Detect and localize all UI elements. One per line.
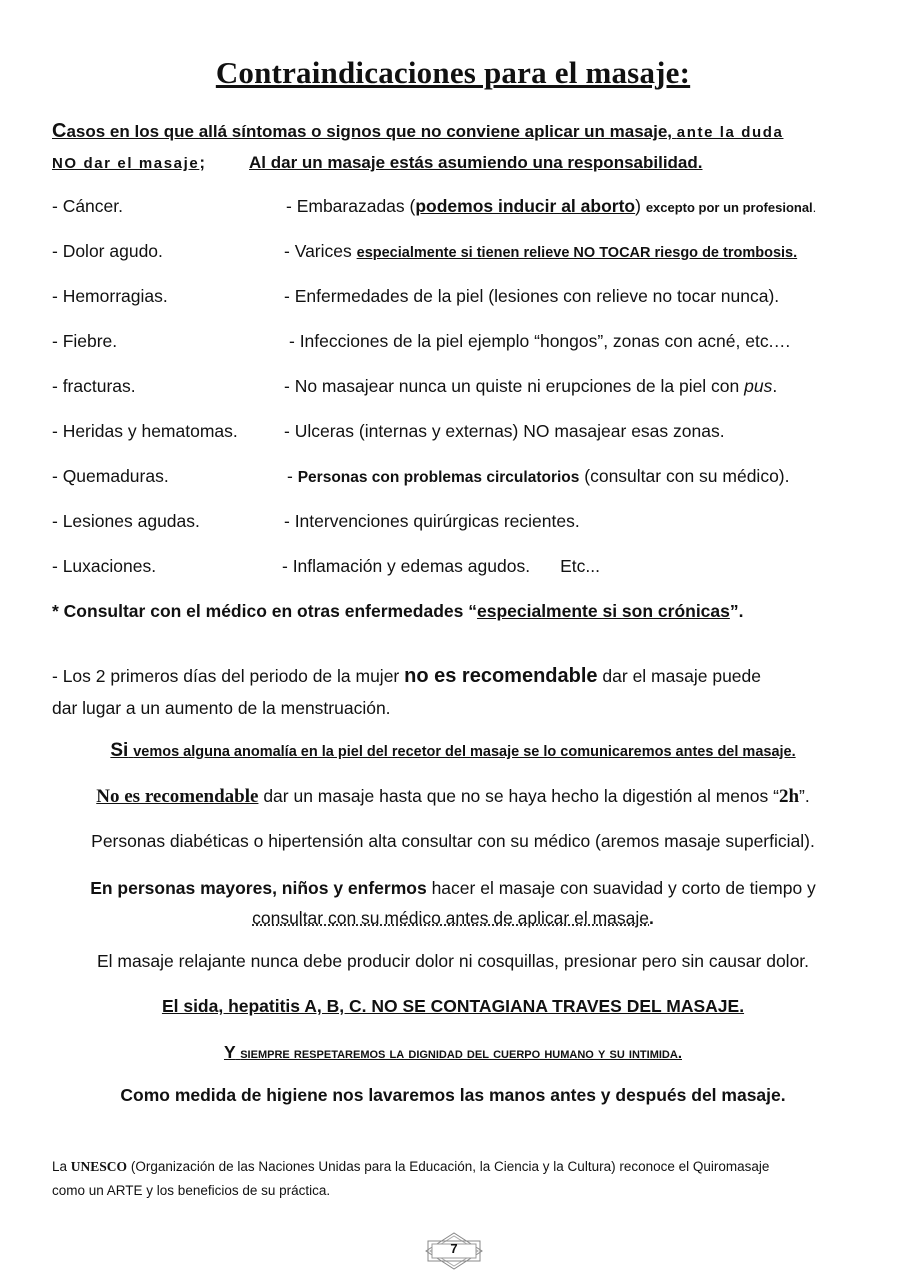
intro-responsibility: Al dar un masaje estás asumiendo una responsabilidad.: [249, 153, 703, 172]
dignity-text: siempre respetaremos la dignidad del cuerpo humano y su intimida.: [240, 1045, 682, 1062]
intro-paragraph: [52, 116, 862, 179]
contra-right-note: (consultar con su médico).: [584, 466, 790, 486]
contra-right-etc: Etc...: [560, 556, 600, 576]
footnote-text-second-line: como un ARTE y los beneficios de su práctica.: [52, 1183, 331, 1198]
period-text-second-line: dar lugar a un aumento de la menstruación.: [52, 698, 391, 718]
contra-right-text: - No masajear nunca un quiste ni erupciones de la piel con: [284, 376, 740, 396]
contra-right-text: - Inflamación y edemas agudos.: [282, 556, 531, 576]
sida-line: El sida, hepatitis A, B, C. NO SE CONTAGIANA TRAVES DEL MASAJE.: [161, 996, 745, 1016]
footnote-text-continued: (Organización de las Naciones Unidas para la Educación, la Ciencia y la Cultura) reconoce el Quiromasaje: [130, 1159, 770, 1174]
digestion-text: dar un masaje hasta que no se haya hecho la digestión al menos “: [263, 786, 779, 806]
intro-text: asos en los que allá síntomas o signos que no conviene aplicar un masaje,: [66, 122, 673, 141]
page-number: 7: [450, 1241, 458, 1256]
unesco-footnote: [52, 1155, 862, 1203]
anomaly-first-word: Si: [110, 740, 129, 761]
consult-end: ”.: [729, 601, 744, 621]
contra-right: - Infecciones de la piel ejemplo “hongos”, zonas con acné, etc.…: [289, 331, 791, 351]
contra-left: - Fiebre.: [52, 331, 118, 351]
page-number-badge: [424, 1232, 484, 1270]
intro-semicolon: ;: [199, 153, 206, 172]
contra-right: [282, 553, 600, 579]
anomaly-line: [0, 737, 906, 765]
dignity-first-word: Y: [223, 1042, 236, 1062]
intro-no-massage: NO dar el masaje: [52, 155, 200, 172]
contra-right: - Intervenciones quirúrgicas recientes.: [284, 511, 580, 531]
contra-left: - Dolor agudo.: [52, 241, 163, 261]
contra-right-text: - Varices: [284, 241, 352, 261]
contra-left: - Lesiones agudas.: [52, 511, 200, 531]
digestion-line: [0, 783, 906, 810]
digestion-emphasis: No es recomendable: [96, 786, 259, 807]
period-text: - Los 2 primeros días del periodo de la mujer: [52, 666, 400, 686]
consult-emphasis: especialmente si son crónicas: [476, 601, 730, 621]
contra-left: - Quemaduras.: [52, 466, 169, 486]
contra-left: - Heridas y hematomas.: [52, 421, 238, 441]
contra-right: - Ulceras (internas y externas) NO masajear esas zonas.: [284, 421, 725, 441]
contra-right: - Enfermedades de la piel (lesiones con relieve no tocar nunca).: [284, 286, 780, 306]
elderly-paragraph: [0, 873, 906, 933]
dignity-line: [0, 1039, 906, 1067]
intro-doubt: ante la duda: [676, 124, 784, 141]
contra-right: [287, 463, 790, 491]
diabetic-line: Personas diabéticas o hipertensión alta consultar con su médico (aremos masaje superficial).: [91, 831, 815, 851]
contra-right-text: - Embarazadas (: [286, 196, 416, 216]
digestion-hours: 2h: [778, 786, 800, 807]
hygiene-line: Como medida de higiene nos lavaremos las manos antes y después del masaje.: [120, 1085, 786, 1105]
page-title: Contraindicaciones para el masaje:: [215, 55, 691, 90]
contra-right: [286, 193, 816, 221]
period-text-continued: dar el masaje puede: [602, 666, 761, 686]
anomaly-text: vemos alguna anomalía en la piel del recetor del masaje se lo comunicaremos antes del masaje.: [133, 744, 796, 760]
contra-right-note: excepto por un profesional: [645, 200, 813, 215]
contra-right-italic: pus: [744, 376, 773, 396]
footnote-text: La: [52, 1159, 68, 1174]
contra-left: - Cáncer.: [52, 196, 123, 216]
footnote-unesco: UNESCO: [70, 1159, 128, 1174]
contra-right-emphasis: especialmente si tienen relieve NO TOCAR riesgo de trombosis.: [356, 245, 798, 261]
consult-note: [52, 598, 862, 624]
contra-right-emphasis: Personas con problemas circulatorios: [297, 469, 580, 486]
digestion-end: ”.: [799, 786, 810, 806]
period-paragraph: [52, 660, 862, 724]
elderly-emphasis: En personas mayores, niños y enfermos: [90, 878, 427, 898]
intro-first-letter: C: [52, 120, 67, 142]
contra-right: [284, 373, 777, 399]
contra-left: - Luxaciones.: [52, 556, 157, 576]
elderly-consult: consultar con su médico antes de aplicar el masaje: [252, 908, 649, 928]
elderly-period: .: [649, 908, 654, 928]
contra-right-period: .: [812, 200, 817, 215]
contra-right-emphasis: podemos inducir al aborto: [415, 196, 636, 216]
contra-right-paren: ): [635, 196, 641, 216]
contra-left: - Hemorragias.: [52, 286, 168, 306]
period-emphasis: no es recomendable: [404, 665, 598, 687]
contra-right: [284, 238, 797, 266]
contra-right-period: .: [772, 376, 778, 396]
contra-right-text: -: [287, 466, 293, 486]
relax-line: El masaje relajante nunca debe producir dolor ni cosquillas, presionar pero sin causar dolor.: [96, 951, 810, 971]
contra-left: - fracturas.: [52, 376, 136, 396]
elderly-text: hacer el masaje con suavidad y corto de tiempo y: [431, 878, 816, 898]
consult-text: * Consultar con el médico en otras enfermedades “: [52, 601, 477, 621]
